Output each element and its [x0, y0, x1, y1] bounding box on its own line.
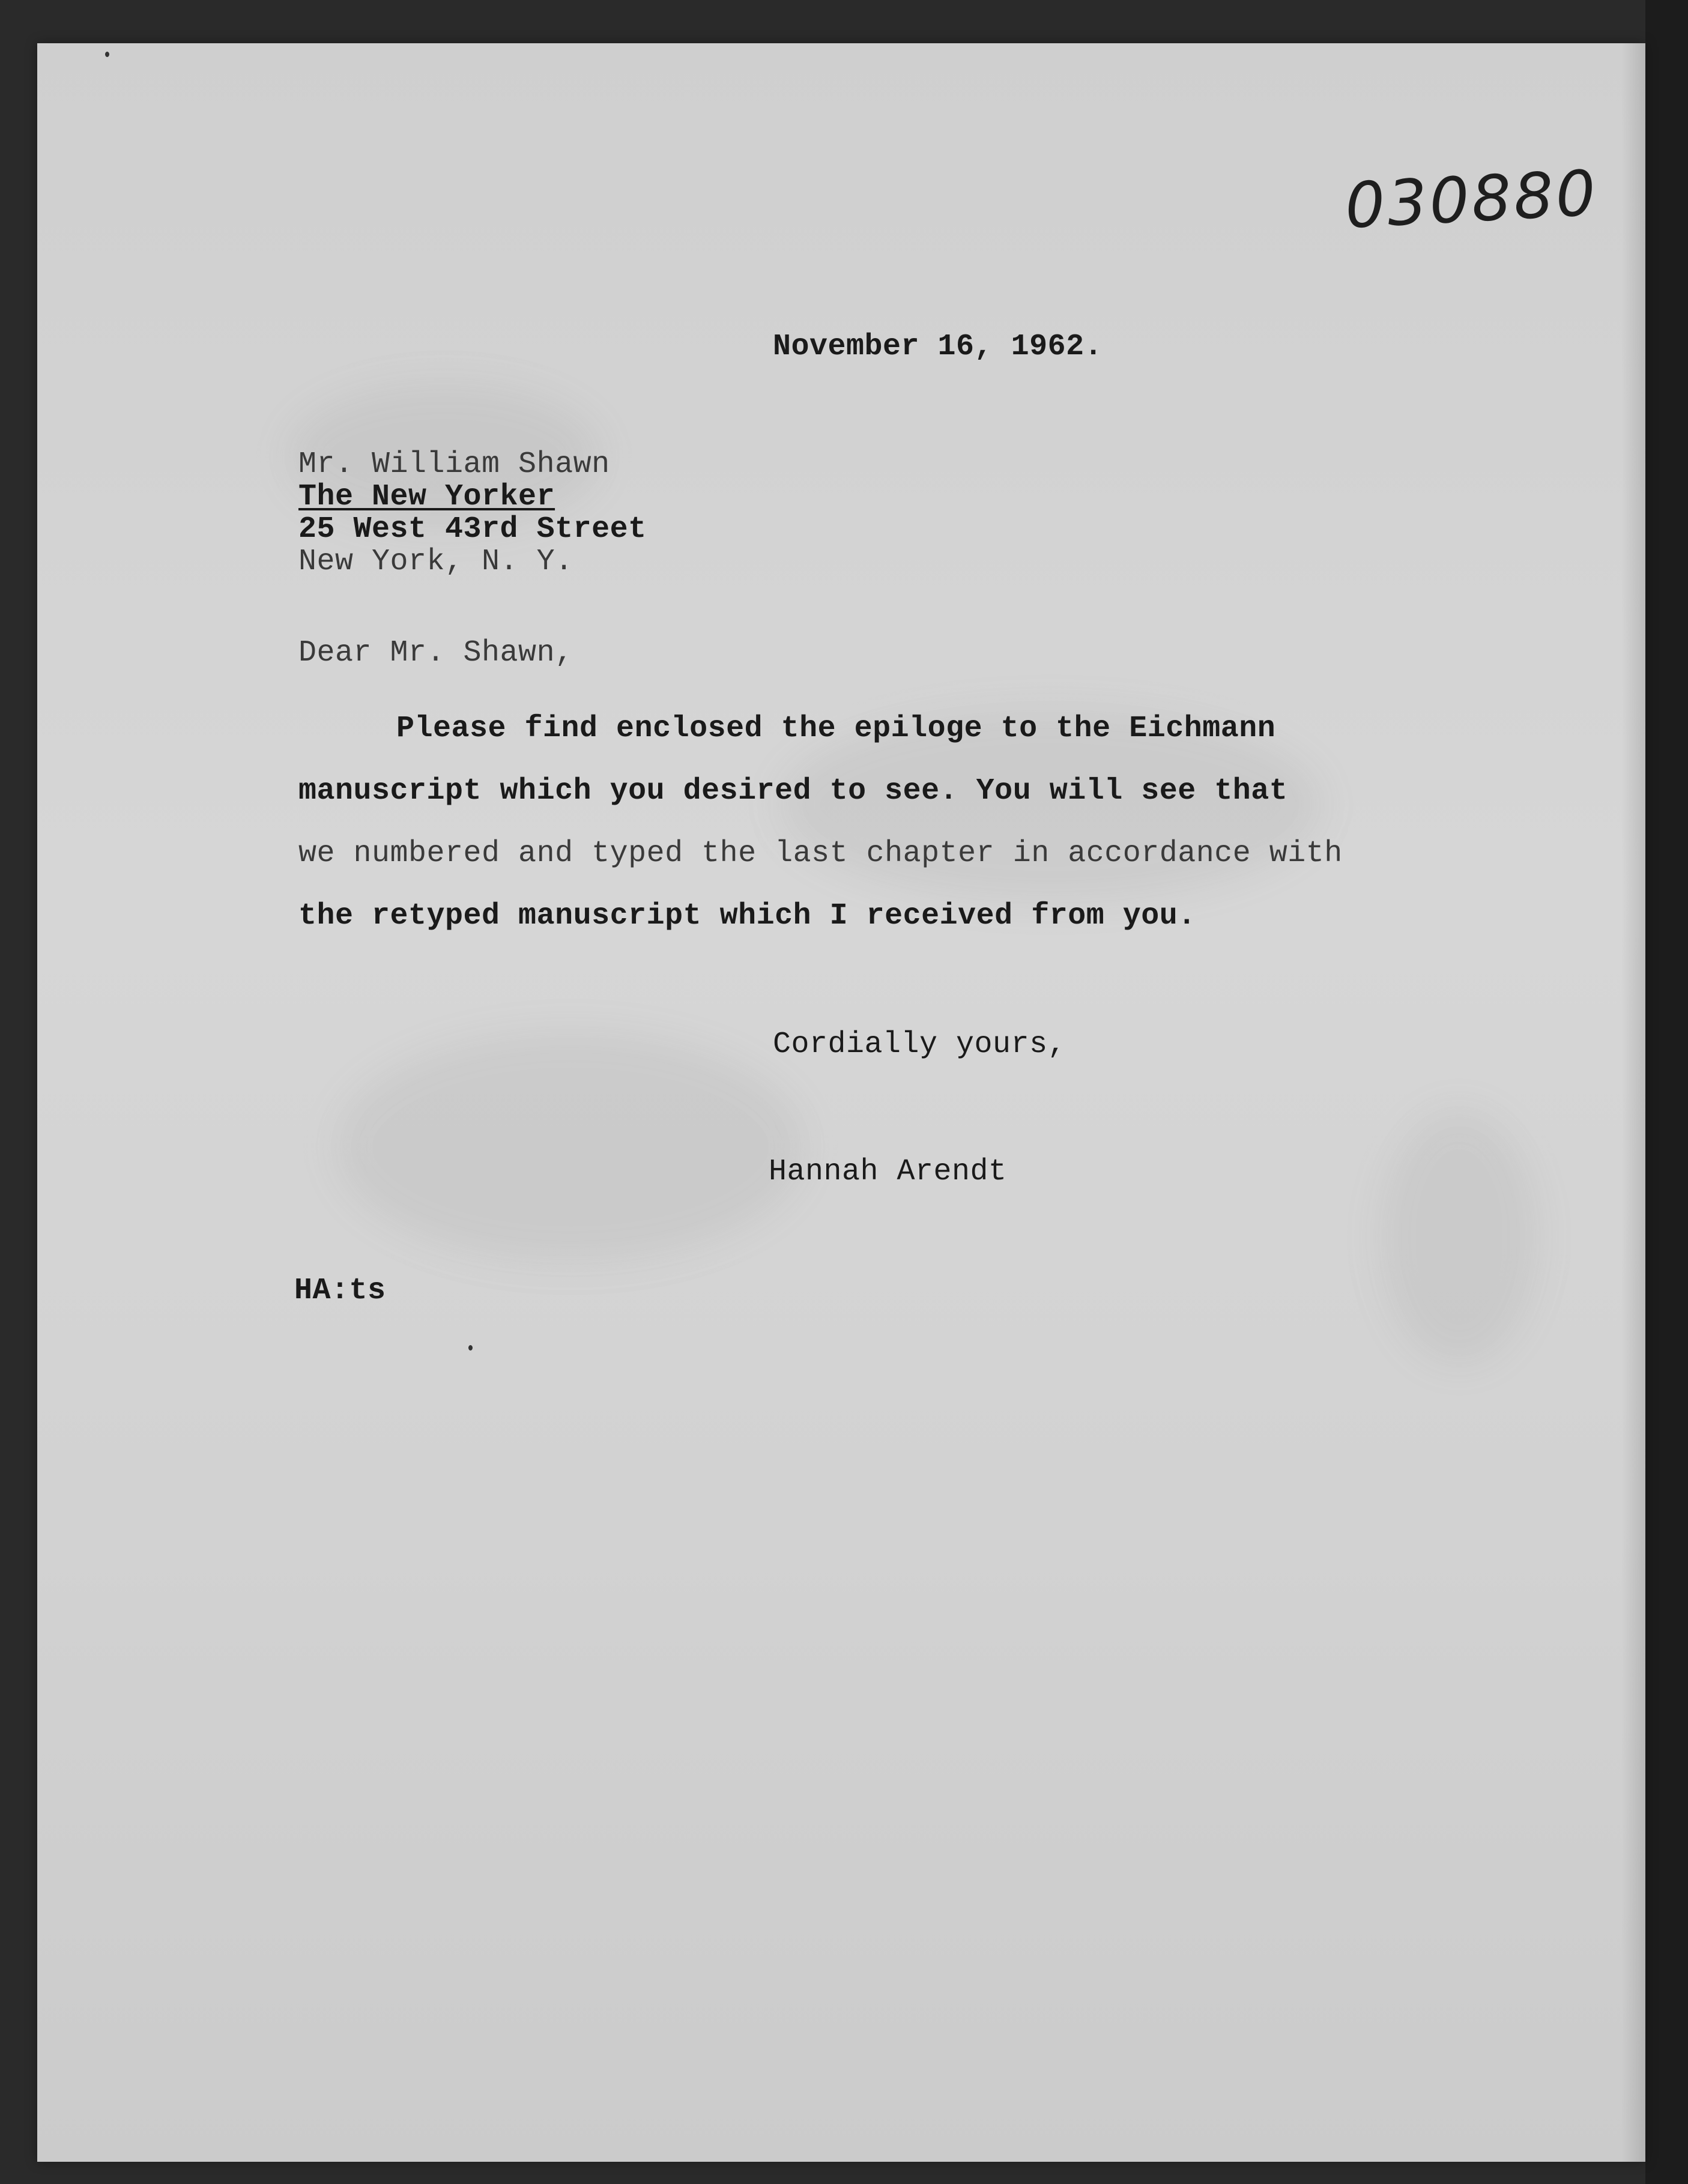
- recipient-street: 25 West 43rd Street: [298, 512, 647, 546]
- signature-name: Hannah Arendt: [769, 1155, 1007, 1189]
- paper-smudge: [336, 1033, 805, 1261]
- closing: Cordially yours,: [773, 1027, 1066, 1062]
- body-line: Please find enclosed the epiloge to the Eichmann: [396, 712, 1276, 746]
- recipient-name: Mr. William Shawn: [298, 447, 610, 482]
- body-line: the retyped manuscript which I received from you.: [298, 899, 1196, 933]
- paper-speck: [105, 52, 109, 57]
- salutation: Dear Mr. Shawn,: [298, 636, 573, 670]
- paper-speck: [468, 1345, 473, 1351]
- archive-number: 030880: [1343, 156, 1600, 243]
- letter-date: November 16, 1962.: [773, 330, 1103, 364]
- recipient-organization: The New Yorker: [298, 480, 555, 514]
- page-shadow-edge: [1621, 43, 1645, 2162]
- scanner-background: [1645, 0, 1688, 2184]
- body-line: we numbered and typed the last chapter in accordance with: [298, 836, 1343, 871]
- reference-initials: HA:ts: [294, 1274, 386, 1308]
- paper-smudge: [1381, 1111, 1537, 1363]
- recipient-city: New York, N. Y.: [298, 545, 573, 579]
- body-line: manuscript which you desired to see. You will see that: [298, 774, 1288, 808]
